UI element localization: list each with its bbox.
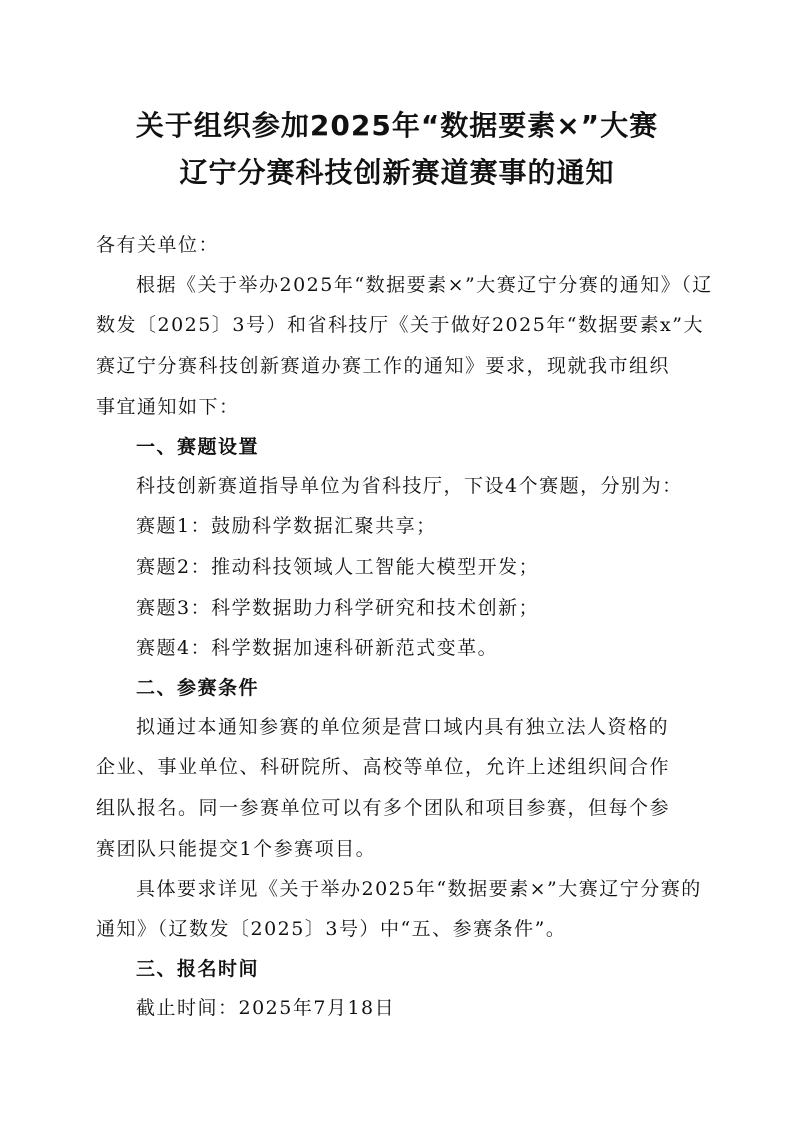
conditions-line-2: 企业、事业单位、科研院所、高校等单位，允许上述组织间合作 — [96, 756, 671, 778]
conditions-line-3: 组队报名。同一参赛单位可以有多个团队和项目参赛，但每个参 — [96, 797, 671, 819]
section-heading-2: 二、参赛条件 — [136, 677, 260, 699]
document-title-line-1: 关于组织参加2025年“数据要素×”大赛 — [135, 109, 659, 142]
section-heading-1: 一、赛题设置 — [136, 436, 260, 458]
topic-item-2: 赛题2：推动科技领域人工智能大模型开发； — [136, 556, 540, 578]
conditions-line-4: 赛团队只能提交1个参赛项目。 — [96, 838, 377, 860]
intro-line-1: 根据《关于举办2025年“数据要素×”大赛辽宁分赛的通知》（辽 — [136, 274, 713, 296]
topic-item-3: 赛题3：科学数据助力科学研究和技术创新； — [136, 597, 540, 619]
topic-item-1: 赛题1：鼓励科学数据汇聚共享； — [136, 515, 437, 537]
conditions-line-1: 拟通过本通知参赛的单位须是营口域内具有独立法人资格的 — [136, 716, 670, 738]
intro-line-2: 数发〔2025〕3号）和省科技厅《关于做好2025年“数据要素x”大 — [96, 314, 704, 336]
document-title-line-2: 辽宁分赛科技创新赛道赛事的通知 — [179, 156, 615, 189]
salutation: 各有关单位： — [96, 234, 220, 256]
section-heading-3: 三、报名时间 — [136, 958, 260, 980]
conditions-detail-line-1: 具体要求详见《关于举办2025年“数据要素×”大赛辽宁分赛的 — [136, 878, 702, 900]
topic-item-4: 赛题4：科学数据加速科研新范式变革。 — [136, 637, 499, 659]
intro-line-3: 赛辽宁分赛科技创新赛道办赛工作的通知》要求，现就我市组织 — [96, 355, 671, 377]
intro-line-4: 事宜通知如下： — [96, 396, 240, 418]
deadline-text: 截止时间：2025年7月18日 — [136, 997, 396, 1019]
conditions-detail-line-2: 通知》（辽数发〔2025〕3号）中“五、参赛条件”。 — [96, 918, 567, 940]
section1-lead: 科技创新赛道指导单位为省科技厅，下设4个赛题，分别为： — [136, 475, 683, 497]
